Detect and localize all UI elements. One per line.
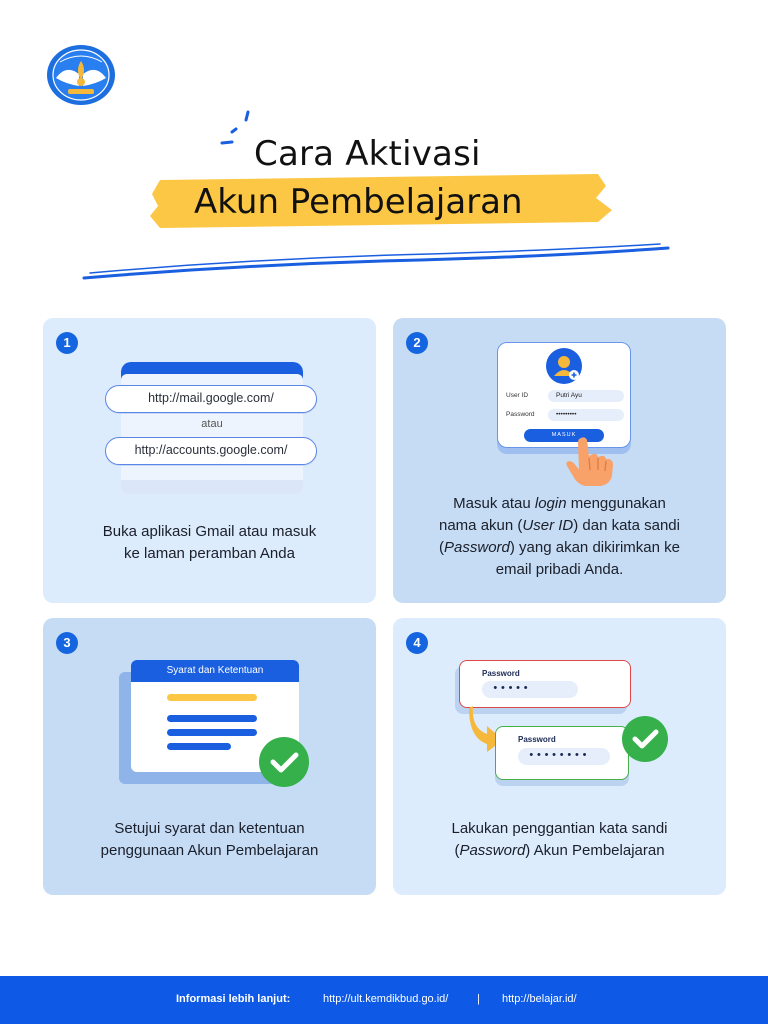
user-avatar-icon <box>546 348 582 384</box>
or-text: atau <box>201 418 223 430</box>
step-number-badge: 1 <box>56 332 78 354</box>
terms-line-highlight <box>167 694 257 701</box>
step-2-desc-line-3: (Password) yang akan dikirimkan ke <box>439 539 680 556</box>
password-field: ••••••••• <box>548 409 624 421</box>
step-3-card <box>43 618 376 895</box>
step-1-description <box>43 521 376 565</box>
new-password-box <box>495 726 629 780</box>
step-3-desc-line-1: Setujui syarat dan ketentuan <box>114 820 305 837</box>
terms-title: Syarat dan Ketentuan <box>131 660 299 682</box>
footer-bar <box>0 976 768 1024</box>
new-password-label: Password <box>518 735 556 744</box>
browser-footer <box>121 480 303 494</box>
step-1-desc-line-2: ke laman peramban Anda <box>124 545 295 562</box>
login-form <box>497 342 631 448</box>
step-4-desc-line-2: (Password) Akun Pembelajaran <box>454 842 665 859</box>
step-4-desc-line-1: Lakukan penggantian kata sandi <box>451 820 668 837</box>
step-number-badge: 2 <box>406 332 428 354</box>
step-4-description <box>393 818 726 862</box>
step-2-desc-line-1: Masuk atau login menggunakan <box>453 495 666 512</box>
old-password-box <box>459 660 631 708</box>
userid-label: User ID <box>506 392 529 399</box>
step-number-badge: 3 <box>56 632 78 654</box>
pointing-hand-icon <box>563 436 619 488</box>
step-2-card <box>393 318 726 603</box>
checkmark-icon <box>622 716 668 762</box>
terms-line <box>167 743 231 750</box>
password-label: Password <box>506 411 535 418</box>
url-pill-mail: http://mail.google.com/ <box>105 385 317 413</box>
tut-wuri-handayani-logo <box>46 44 116 106</box>
footer-separator: | <box>477 993 480 1005</box>
old-password-label: Password <box>482 669 520 678</box>
step-number-badge: 4 <box>406 632 428 654</box>
userid-field: Putri Ayu <box>548 390 624 402</box>
footer-link-ult[interactable]: http://ult.kemdikbud.go.id/ <box>323 993 449 1005</box>
step-2-description <box>393 493 726 581</box>
new-password-field: •••••••• <box>518 748 610 765</box>
step-2-desc-line-2: nama akun (User ID) dan kata sandi <box>439 517 680 534</box>
step-2-desc-line-4: email pribadi Anda. <box>495 561 624 578</box>
footer-link-belajar[interactable]: http://belajar.id/ <box>502 993 577 1005</box>
step-1-card <box>43 318 376 603</box>
masuk-button: MASUK <box>524 429 604 442</box>
terms-line <box>167 729 257 736</box>
title-line-1: Cara Aktivasi <box>254 134 481 174</box>
step-3-desc-line-2: penggunaan Akun Pembelajaran <box>100 842 319 859</box>
step-1-desc-line-1: Buka aplikasi Gmail atau masuk <box>102 523 317 540</box>
old-password-field: ••••• <box>482 681 578 698</box>
footer-label: Informasi lebih lanjut: <box>176 993 291 1005</box>
title-line-2: Akun Pembelajaran <box>194 182 523 222</box>
checkmark-icon <box>259 737 309 787</box>
title-block <box>0 110 768 290</box>
step-3-description <box>43 818 376 862</box>
step-4-card <box>393 618 726 895</box>
url-pill-accounts: http://accounts.google.com/ <box>105 437 317 465</box>
terms-line <box>167 715 257 722</box>
